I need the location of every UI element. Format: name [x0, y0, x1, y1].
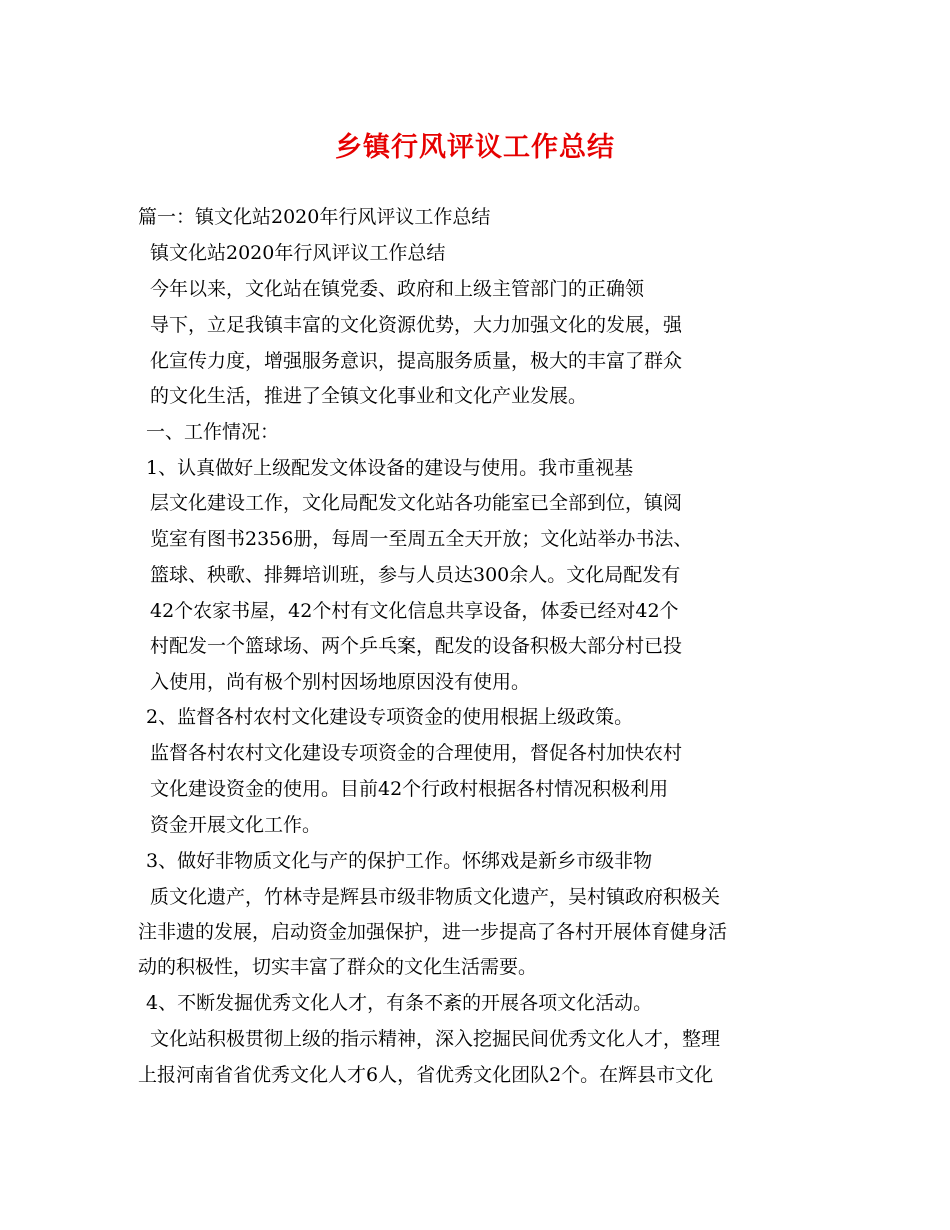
body-line: 2、监督各村农村文化建设专项资金的使用根据上级政策。	[146, 706, 634, 728]
body-line: 上报河南省省优秀文化人才6人，省优秀文化团队2个。在辉县市文化	[138, 1064, 714, 1086]
body-line: 村配发一个篮球场、两个乒乓案，配发的设备积极大部分村已投	[150, 635, 683, 657]
body-line: 质文化遗产，竹林寺是辉县市级非物质文化遗产，吴村镇政府积极关	[150, 886, 721, 908]
body-line: 4、不断发掘优秀文化人才，有条不紊的开展各项文化活动。	[146, 992, 653, 1014]
body-line: 览室有图书2356册，每周一至周五全天开放；文化站举办书法、	[150, 528, 693, 550]
body-line: 3、做好非物质文化与产的保护工作。怀绑戏是新乡市级非物	[146, 850, 653, 872]
body-line: 篮球、秧歌、排舞培训班，参与人员达300余人。文化局配发有	[150, 564, 681, 586]
body-line: 的文化生活，推进了全镇文化事业和文化产业发展。	[150, 385, 588, 407]
body-line: 化宣传力度，增强服务意识，提高服务质量，极大的丰富了群众	[150, 350, 683, 372]
body-line: 今年以来，文化站在镇党委、政府和上级主管部门的正确领	[150, 278, 645, 300]
body-line: 监督各村农村文化建设专项资金的合理使用，督促各村加快农村	[150, 742, 683, 764]
body-line: 入使用，尚有极个别村因场地原因没有使用。	[150, 671, 531, 693]
body-line: 一、工作情况：	[146, 421, 280, 443]
body-line: 篇一：镇文化站2020年行风评议工作总结	[138, 206, 491, 228]
body-line: 42个农家书屋，42个村有文化信息共享设备，体委已经对42个	[150, 600, 679, 622]
body-line: 镇文化站2020年行风评议工作总结	[150, 242, 446, 264]
body-line: 导下，立足我镇丰富的文化资源优势，大力加强文化的发展，强	[150, 314, 683, 336]
body-line: 动的积极性，切实丰富了群众的文化生活需要。	[138, 956, 538, 978]
body-line: 文化站积极贯彻上级的指示精神，深入挖掘民间优秀文化人才，整理	[150, 1028, 721, 1050]
body-line: 注非遗的发展，启动资金加强保护，进一步提高了各村开展体育健身活	[138, 921, 728, 943]
body-line: 资金开展文化工作。	[150, 814, 322, 836]
document-title: 乡镇行风评议工作总结	[335, 132, 615, 163]
body-line: 文化建设资金的使用。目前42个行政村根据各村情况积极利用	[150, 778, 669, 800]
body-line: 1、认真做好上级配发文体设备的建设与使用。我市重视基	[146, 457, 634, 479]
body-line: 层文化建设工作，文化局配发文化站各功能室已全部到位，镇阅	[150, 492, 683, 514]
